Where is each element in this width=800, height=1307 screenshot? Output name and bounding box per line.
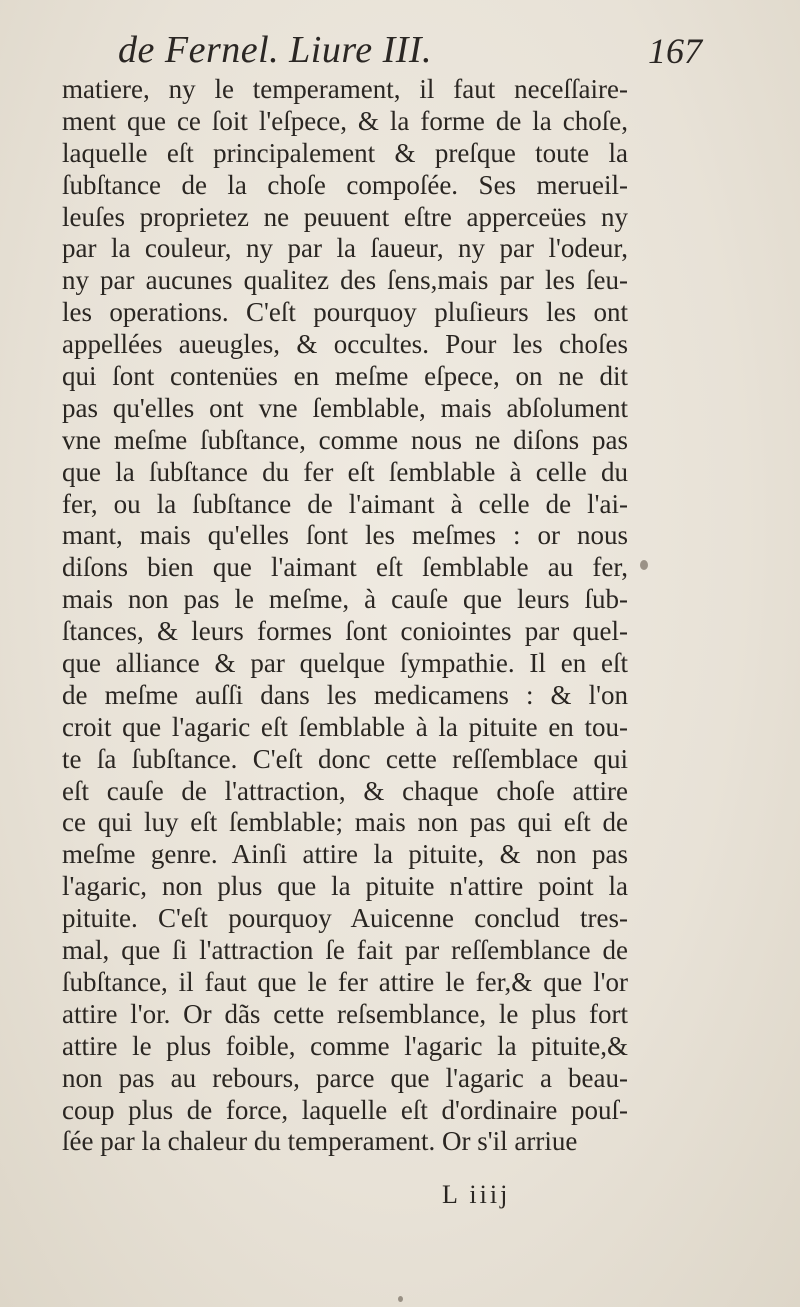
text-line: pituite. C'eſt pourquoy Auicenne conclud tres- [62, 903, 628, 934]
text-line: vne meſme ſubſtance, comme nous ne diſons pas [62, 424, 628, 455]
text-line: attire le plus foible, comme l'agaric la pituite,& [62, 1030, 628, 1061]
text-line: diſons bien que l'aimant eſt ſemblable au fer, [62, 552, 628, 583]
text-line: ſubſtance, il faut que le fer attire le fer,& que l'or [62, 966, 628, 997]
text-line: appellées aueugles, & occultes. Pour les choſes [62, 329, 628, 360]
text-line: l'agaric, non plus que la pituite n'attire point la [62, 871, 628, 902]
text-line: ce qui luy eſt ſemblable; mais non pas qui eſt de [62, 807, 628, 838]
text-line: mal, que ſi l'attraction ſe fait par reſſemblance de [62, 935, 628, 966]
text-line: que la ſubſtance du fer eſt ſemblable à celle du [62, 456, 628, 487]
text-line: te ſa ſubſtance. C'eſt donc cette reſſemblace qui [62, 743, 628, 774]
text-line: ſée par la chaleur du temperament. Or s'il arriue [62, 1126, 578, 1157]
text-line: coup plus de force, laquelle eſt d'ordinaire pouſ- [62, 1094, 628, 1125]
signature-mark: L iiij [442, 1180, 511, 1209]
text-line: eſt cauſe de l'attraction, & chaque choſe attire [62, 775, 628, 806]
text-line: ny par aucunes qualitez des ſens,mais par les ſeu- [62, 265, 628, 296]
text-line: mant, mais qu'elles ſont les meſmes : or nous [62, 520, 628, 551]
text-line: non pas au rebours, parce que l'agaric a beau- [62, 1062, 628, 1093]
text-line: que alliance & par quelque ſympathie. Il en eſt [62, 648, 628, 679]
text-line: attire l'or. Or dãs cette reſsemblance, le plus fort [62, 998, 628, 1029]
text-line: mais non pas le meſme, à cauſe que leurs ſub- [62, 584, 628, 615]
text-line: leuſes proprietez ne peuuent eſtre apperceües ny [62, 201, 628, 232]
page-number: 167 [648, 31, 702, 71]
text-line: de meſme auſſi dans les medicamens : & l'on [62, 679, 628, 710]
text-line: ſtances, & leurs formes ſont coniointes par quel- [62, 616, 628, 647]
running-head [118, 28, 718, 78]
text-line: ment que ce ſoit l'eſpece, & la forme de la choſe, [62, 105, 628, 136]
text-line: qui ſont contenües en meſme eſpece, on ne dit [62, 361, 628, 392]
text-line: fer, ou la ſubſtance de l'aimant à celle de l'ai- [62, 488, 628, 519]
text-line: laquelle eſt principalement & preſque toute la [62, 137, 628, 168]
text-line: meſme genre. Ainſi attire la pituite, & non pas [62, 839, 628, 870]
text-line: les operations. C'eſt pourquoy pluſieurs les ont [62, 297, 628, 328]
ink-speck [398, 1296, 403, 1302]
text-line: ſubſtance de la choſe compoſée. Ses merueil- [62, 169, 628, 200]
running-head-title: de Fernel. Liure III. [118, 29, 433, 71]
text-line: matiere, ny le temperament, il faut neceſſaire- [62, 74, 628, 104]
text-line: croit que l'agaric eſt ſemblable à la pituite en tou- [62, 711, 628, 742]
ink-speck [640, 560, 648, 570]
body-text [62, 74, 628, 1158]
text-line: par la couleur, ny par la ſaueur, ny par l'odeur, [62, 233, 628, 264]
text-line: pas qu'elles ont vne ſemblable, mais abſolument [62, 392, 628, 423]
